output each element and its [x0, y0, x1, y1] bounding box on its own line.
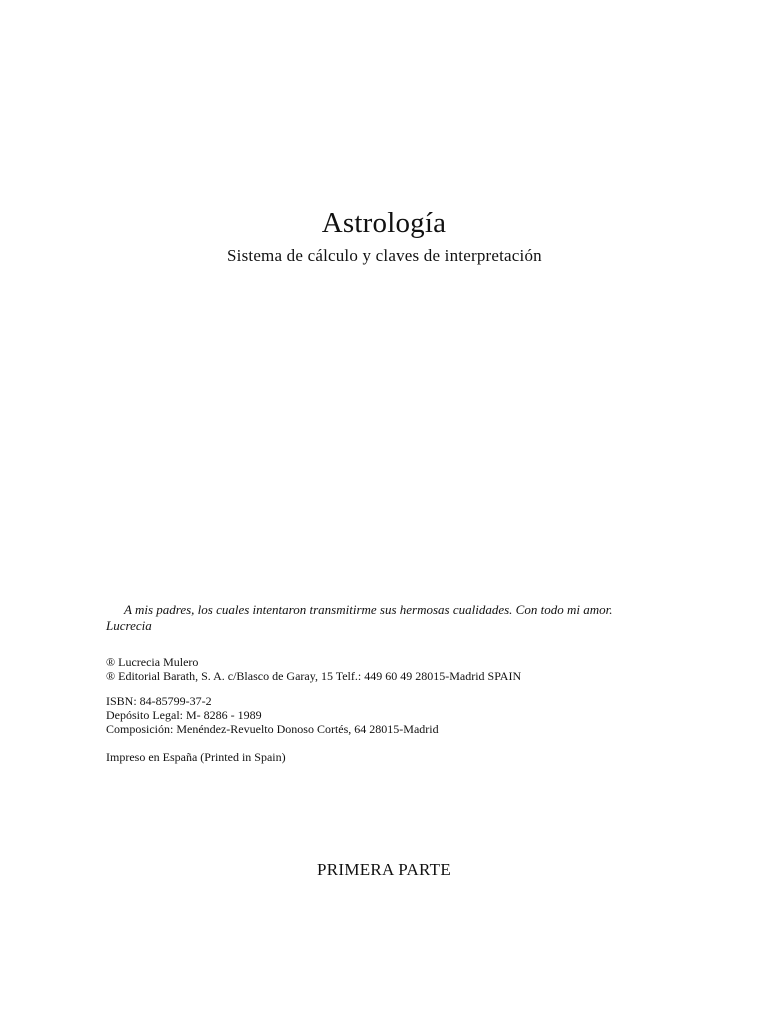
copyright-author: ® Lucrecia Mulero: [106, 655, 199, 669]
isbn: ISBN: 84-85799-37-2: [106, 694, 212, 708]
dedication-text: A mis padres, los cuales intentaron transmitirme sus hermosas cualidades. Con todo mi amor.: [124, 602, 613, 617]
composition: Composición: Menéndez-Revuelto Donoso Cortés, 64 28015-Madrid: [106, 722, 439, 736]
dedication-signature: Lucrecia: [106, 618, 152, 633]
copyright-publisher: ® Editorial Barath, S. A. c/Blasco de Garay, 15 Telf.: 449 60 49 28015-Madrid SPAIN: [106, 669, 522, 683]
book-title: Astrología: [321, 207, 447, 239]
section-heading: PRIMERA PARTE: [316, 860, 452, 879]
printed-in: [106, 750, 286, 764]
copyright-block: [106, 655, 521, 683]
dedication: [106, 602, 666, 634]
book-subtitle: Sistema de cálculo y claves de interpretación: [227, 246, 542, 265]
legal-deposit: Depósito Legal: M- 8286 - 1989: [106, 708, 262, 722]
printed-in-text: Impreso en España (Printed in Spain): [106, 750, 286, 764]
legal-block: [106, 694, 439, 736]
